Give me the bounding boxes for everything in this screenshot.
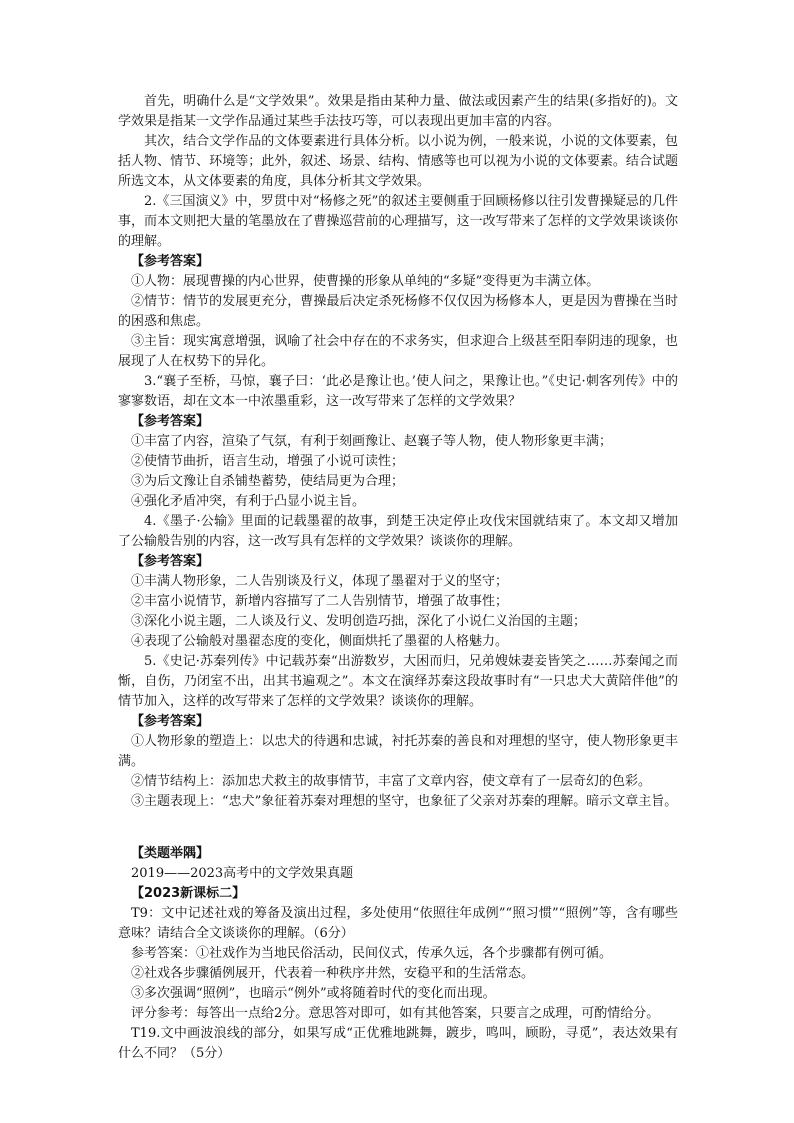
answer-5-2: ②情节结构上：添加忠犬救主的故事情节，丰富了文章内容，使文章有了一层奇幻的色彩。: [131, 774, 652, 789]
answer-2-1: ①人物：展现曹操的内心世界，使曹操的形象从单纯的“多疑”变得更为丰满立体。: [131, 274, 600, 289]
answer-3-1: ①丰富了内容，渲染了气氛，有利于刻画豫让、赵襄子等人物，使人物形象更丰满；: [131, 434, 613, 449]
answer-3-2: ②使情节曲折，语言生动，增强了小说可读性；: [131, 454, 405, 469]
t19-question: T19.文中画波浪线的部分，如果写成“正优雅地跳舞，踱步，鸣叫，顾盼，寻觅”，表达效果有什么不同？（5分）: [118, 1026, 678, 1061]
answer-2-2: ②情节：情节的发展更充分，曹操最后决定杀死杨修不仅仅因为杨修本人，更是因为曹操在当时的困惑和焦虑。: [118, 294, 678, 329]
answer-4-3: ③深化小说主题，二人谈及行义、发明创造巧拙，深化了小说仁义治国的主题；: [131, 614, 587, 629]
answer-2-3: ③主旨：现实寓意增强，讽喻了社会中存在的不求务实，但求迎合上级甚至阳奉阴违的现象，也展现了人在权势下的异化。: [118, 334, 678, 369]
t9-scoring: 评分参考：每答出一点给2分。意思答对即可，如有其他答案，只要言之成理，可酌情给分。: [131, 1006, 660, 1021]
answer-3-3: ③为后文豫让自杀铺垫蓄势，使结局更为合理；: [131, 474, 405, 489]
intro-paragraph-2: 其次，结合文学作品的文体要素进行具体分析。以小说为例，一般来说，小说的文体要素，包括人物、情节、环境等；此外，叙述、场景、结构、情感等也可以视为小说的文体要素。结合试题所选文本，从文体要素的角度，具体分析其文学效果。: [118, 134, 678, 189]
question-3: 3.“襄子至桥，马惊，襄子曰：‘此必是豫让也。’使人问之，果豫让也。”《史记·刺客列传》中的寥寥数语，却在文本一中浓墨重彩，这一改写带来了怎样的文学效果？: [118, 374, 678, 409]
answer-3-4: ④强化矛盾冲突，有利于凸显小说主旨。: [131, 494, 366, 509]
exam-paper-label: 【2023新课标二】: [131, 886, 246, 901]
answer-label-3: 【参考答案】: [131, 414, 210, 429]
question-4: 4.《墨子·公输》里面的记载墨翟的故事，到楚王决定停止攻伐宋国就结束了。本文却又增加了公输般告别的内容，这一改写具有怎样的文学效果？谈谈你的理解。: [118, 514, 678, 549]
question-2: 2.《三国演义》中，罗贯中对“杨修之死”的叙述主要侧重于回顾杨修以往引发曹操疑忌的几件事，而本文则把大量的笔墨放在了曹操巡营前的心理描写，这一改写带来了怎样的文学效果谈谈你的理解。: [118, 194, 678, 249]
section-spacer: [118, 812, 678, 844]
answer-label-4: 【参考答案】: [131, 554, 210, 569]
document-page: [118, 92, 678, 1064]
answer-4-4: ④表现了公输般对墨翟态度的变化，侧面烘托了墨翟的人格魅力。: [131, 634, 509, 649]
examples-subtitle: 2019——2023高考中的文学效果真题: [131, 866, 354, 881]
t9-answer-2: ②社戏各步骤循例展开，代表着一种秩序井然，安稳平和的生活常态。: [131, 966, 535, 981]
intro-paragraph-1: 首先，明确什么是“文学效果”。效果是指由某种力量、做法或因素产生的结果(多指好的)。文学效果是指某一文学作品通过某些手法技巧等，可以表现出更加丰富的内容。: [118, 94, 678, 129]
examples-label: 【类题举隅】: [131, 846, 210, 861]
answer-label-5: 【参考答案】: [131, 714, 210, 729]
answer-label-2: 【参考答案】: [131, 254, 210, 269]
t9-answer-1: 参考答案：①社戏作为当地民俗活动，民间仪式，传承久远，各个步骤都有例可循。: [131, 946, 613, 961]
answer-4-2: ②丰富小说情节，新增内容描写了二人告别情节，增强了故事性；: [131, 594, 509, 609]
question-5: 5.《史记·苏秦列传》中记载苏秦“出游数岁，大困而归，兄弟嫂妹妻妾皆笑之……苏秦闻之而惭，自伤，乃闭室不出，出其书遍观之”。本文在演绎苏秦这段故事时有“一只忠犬大黄陪伴他”的情节加入，这样的改写带来了怎样的文学效果？谈谈你的理解。: [118, 654, 678, 709]
answer-5-1: ①人物形象的塑造上：以忠犬的待遇和忠诚，衬托苏秦的善良和对理想的坚守，使人物形象更丰满。: [118, 734, 678, 769]
answer-5-3: ③主题表现上：“忠犬”象征着苏秦对理想的坚守，也象征了父亲对苏秦的理解。暗示文章主旨。: [131, 794, 678, 809]
t9-question: T9：文中记述社戏的筹备及演出过程，多处使用“依照往年成例”“照习惯”“照例”等，含有哪些意味？请结合全文谈谈你的理解。（6分）: [118, 906, 678, 941]
answer-4-1: ①丰满人物形象，二人告别谈及行义，体现了墨翟对于义的坚守；: [131, 574, 509, 589]
t9-answer-3: ③多次强调“照例”，也暗示“例外”或将随着时代的变化而出现。: [131, 986, 496, 1001]
